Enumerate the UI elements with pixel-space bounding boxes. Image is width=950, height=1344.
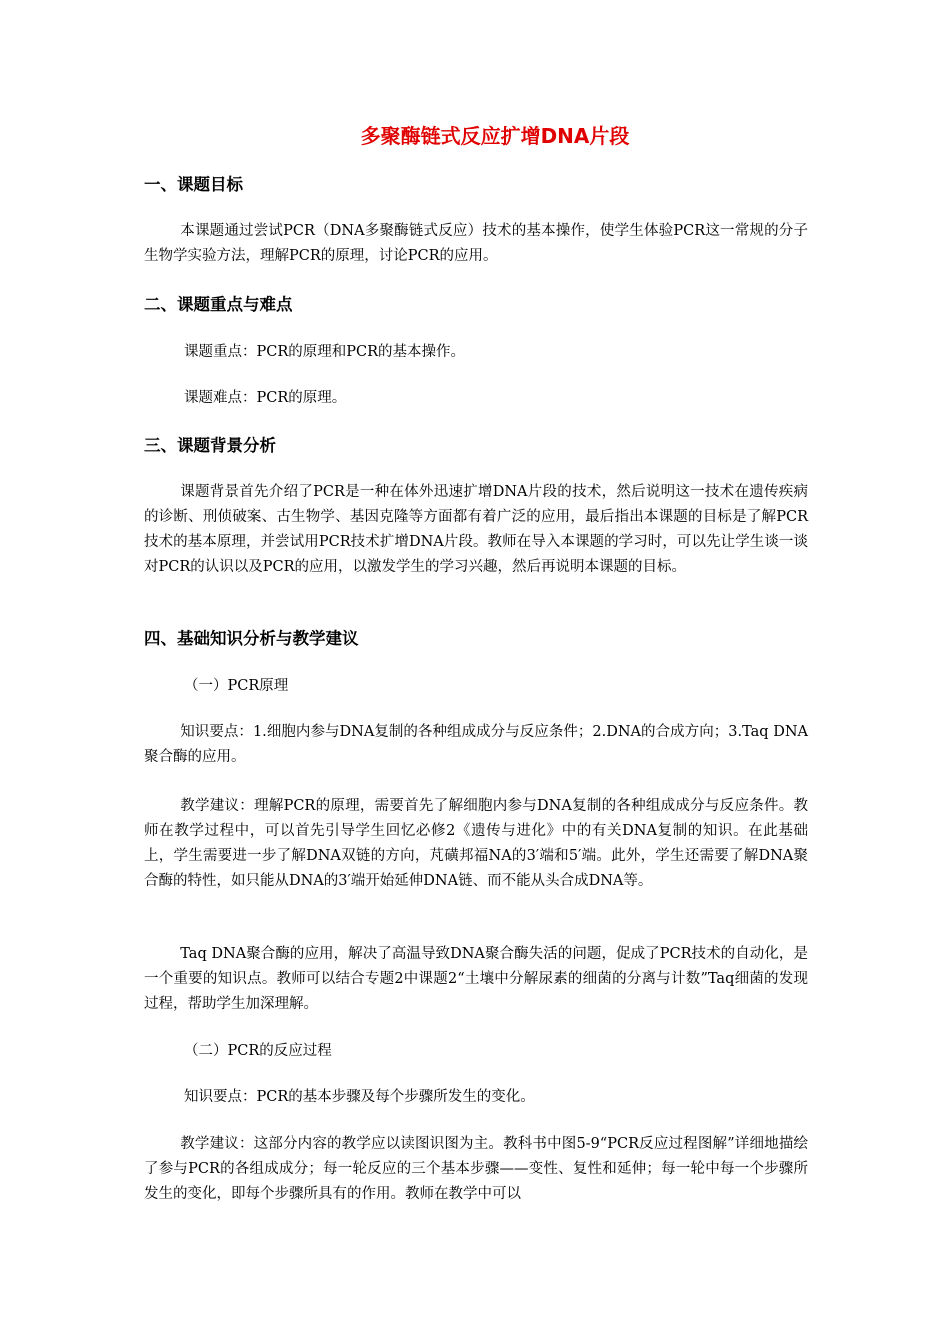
taq-paragraph: Taq DNA聚合酶的应用，解决了高温导致DNA聚合酶失活的问题，促成了PCR技术的自动化，是一个重要的知识点。教师可以结合专题2中课题2“土壤中分解尿素的细菌的分离与计数”Taq细菌的发现过程，帮助学生加深理解。 bbox=[144, 946, 808, 1012]
section-heading-objectives: 一、课题目标 bbox=[144, 175, 243, 194]
section-heading-knowledge-analysis: 四、基础知识分析与教学建议 bbox=[144, 629, 359, 648]
objectives-paragraph: 本课题通过尝试PCR（DNA多聚酶链式反应）技术的基本操作，使学生体验PCR这一常规的分子生物学实验方法，理解PCR的原理，讨论PCR的应用。 bbox=[144, 223, 808, 264]
difficulty-line: 课题难点：PCR的原理。 bbox=[184, 390, 347, 406]
subsection-title-pcr-principle: （一）PCR原理 bbox=[184, 678, 289, 694]
key-point-line: 课题重点：PCR的原理和PCR的基本操作。 bbox=[184, 344, 466, 360]
section-heading-background: 三、课题背景分析 bbox=[144, 436, 276, 455]
process-knowledge-line: 知识要点：PCR的基本步骤及每个步骤所发生的变化。 bbox=[184, 1089, 535, 1105]
document-title: 多聚酶链式反应扩增DNA片段 bbox=[360, 124, 630, 148]
subsection-title-pcr-process: （二）PCR的反应过程 bbox=[184, 1043, 332, 1059]
process-suggestion-paragraph: 教学建议：这部分内容的教学应以读图识图为主。教科书中图5-9“PCR反应过程图解”详细地描绘了参与PCR的各组成成分；每一轮反应的三个基本步骤——变性、复性和延伸；每一轮中每一个步骤所发生的变化，即每个步骤所具有的作用。教师在教学中可以 bbox=[144, 1136, 808, 1202]
background-paragraph: 课题背景首先介绍了PCR是一种在体外迅速扩增DNA片段的技术，然后说明这一技术在遗传疾病的诊断、刑侦破案、古生物学、基因克隆等方面都有着广泛的应用，最后指出本课题的目标是了解PCR技术的基本原理，并尝试用PCR技术扩增DNA片段。教师在导入本课题的学习时，可以先让学生谈一谈对PCR的认识以及PCR的应用，以激发学生的学习兴趣，然后再说明本课题的目标。 bbox=[144, 484, 808, 575]
section-heading-key-points: 二、课题重点与难点 bbox=[144, 295, 293, 314]
principle-suggestion-paragraph: 教学建议：理解PCR的原理，需要首先了解细胞内参与DNA复制的各种组成成分与反应条件。教师在教学过程中，可以首先引导学生回忆必修2《遗传与进化》中的有关DNA复制的知识。在此基础上，学生需要进一步了解DNA双链的方向，芃磺邦福NA的3′端和5′端。此外，学生还需要了解DNA聚合酶的特性，如只能从DNA的3′端开始延伸DNA链、而不能从头合成DNA等。 bbox=[144, 798, 808, 889]
principle-knowledge-paragraph: 知识要点：1.细胞内参与DNA复制的各种组成成分与反应条件；2.DNA的合成方向；3.Taq DNA聚合酶的应用。 bbox=[144, 724, 808, 765]
